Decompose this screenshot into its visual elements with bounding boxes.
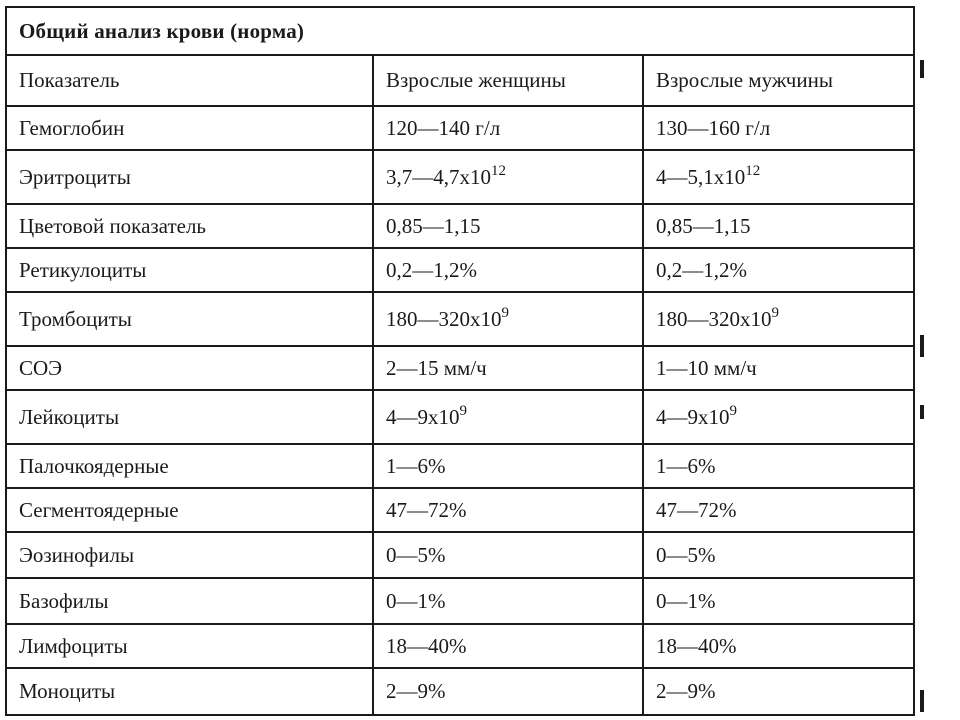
indicator-name: Тромбоциты xyxy=(7,292,373,346)
norms-table xyxy=(7,56,913,714)
value-women xyxy=(373,106,643,150)
exponent: 9 xyxy=(501,304,509,321)
table-row xyxy=(7,346,913,390)
table-row xyxy=(7,532,913,578)
value-men xyxy=(643,292,913,346)
edge-mark xyxy=(920,690,924,712)
table-row xyxy=(7,248,913,292)
value-women xyxy=(373,578,643,624)
value-text: 0,2—1,2% xyxy=(386,257,477,282)
value-men xyxy=(643,106,913,150)
indicator-name: Цветовой показатель xyxy=(7,204,373,248)
header-indicator: Показатель xyxy=(7,56,373,106)
table-row xyxy=(7,204,913,248)
edge-mark xyxy=(920,60,924,78)
indicator-name: Эозинофилы xyxy=(7,532,373,578)
value-men xyxy=(643,532,913,578)
value-text: 0—5% xyxy=(656,542,716,567)
indicator-name: Палочкоядерные xyxy=(7,444,373,488)
value-text: 4—5,1x10 xyxy=(656,164,746,189)
value-women xyxy=(373,668,643,714)
value-men xyxy=(643,578,913,624)
edge-mark xyxy=(920,405,924,419)
indicator-name: Гемоглобин xyxy=(7,106,373,150)
value-text: 1—10 мм/ч xyxy=(656,355,757,380)
indicator-name: СОЭ xyxy=(7,346,373,390)
value-text: 2—15 мм/ч xyxy=(386,355,487,380)
indicator-name: Моноциты xyxy=(7,668,373,714)
value-text: 47—72% xyxy=(386,497,467,522)
value-text: 2—9% xyxy=(386,679,446,703)
value-women xyxy=(373,390,643,444)
value-text: 0—1% xyxy=(386,588,446,613)
value-women xyxy=(373,532,643,578)
value-text: 0—5% xyxy=(386,542,446,567)
indicator-name: Лимфоциты xyxy=(7,624,373,668)
value-men xyxy=(643,204,913,248)
edge-mark xyxy=(920,335,924,357)
value-women xyxy=(373,624,643,668)
value-women xyxy=(373,444,643,488)
blood-test-table xyxy=(5,6,915,716)
value-text: 0,2—1,2% xyxy=(656,257,747,282)
table-row xyxy=(7,390,913,444)
value-text: 0,85—1,15 xyxy=(656,213,751,238)
exponent: 9 xyxy=(729,402,737,419)
exponent: 9 xyxy=(459,402,467,419)
table-row xyxy=(7,444,913,488)
value-men xyxy=(643,390,913,444)
value-men xyxy=(643,624,913,668)
value-women xyxy=(373,488,643,532)
value-women xyxy=(373,204,643,248)
value-men xyxy=(643,668,913,714)
value-men xyxy=(643,444,913,488)
value-women xyxy=(373,248,643,292)
value-text: 130—160 г/л xyxy=(656,115,771,140)
value-women xyxy=(373,346,643,390)
value-men xyxy=(643,488,913,532)
indicator-name: Базофилы xyxy=(7,578,373,624)
value-text: 180—320x10 xyxy=(656,306,772,331)
value-women xyxy=(373,292,643,346)
value-men xyxy=(643,248,913,292)
table-row xyxy=(7,624,913,668)
table-row xyxy=(7,578,913,624)
header-men: Взрослые мужчины xyxy=(643,56,913,106)
table-row xyxy=(7,150,913,204)
value-text: 3,7—4,7x10 xyxy=(386,164,491,189)
value-men xyxy=(643,150,913,204)
indicator-name: Сегментоядерные xyxy=(7,488,373,532)
table-row xyxy=(7,106,913,150)
value-text: 4—9x10 xyxy=(656,404,730,429)
header-women: Взрослые женщины xyxy=(373,56,643,106)
table-row xyxy=(7,488,913,532)
value-text: 180—320x10 xyxy=(386,306,502,331)
value-text: 0,85—1,15 xyxy=(386,213,481,238)
value-text: 18—40% xyxy=(386,633,467,658)
exponent: 9 xyxy=(771,304,779,321)
indicator-name: Эритроциты xyxy=(7,150,373,204)
value-text: 47—72% xyxy=(656,497,737,522)
table-row xyxy=(7,668,913,714)
value-women xyxy=(373,150,643,204)
value-text: 4—9x10 xyxy=(386,404,460,429)
table-title: Общий анализ крови (норма) xyxy=(7,8,913,56)
value-text: 0—1% xyxy=(656,588,716,613)
header-row xyxy=(7,56,913,106)
value-text: 2—9% xyxy=(656,679,716,703)
value-text: 120—140 г/л xyxy=(386,115,501,140)
indicator-name: Лейкоциты xyxy=(7,390,373,444)
value-men xyxy=(643,346,913,390)
value-text: 18—40% xyxy=(656,633,737,658)
value-text: 1—6% xyxy=(386,453,446,478)
value-text: 1—6% xyxy=(656,453,716,478)
table-row xyxy=(7,292,913,346)
exponent: 12 xyxy=(491,162,506,179)
indicator-name: Ретикулоциты xyxy=(7,248,373,292)
exponent: 12 xyxy=(745,162,761,179)
